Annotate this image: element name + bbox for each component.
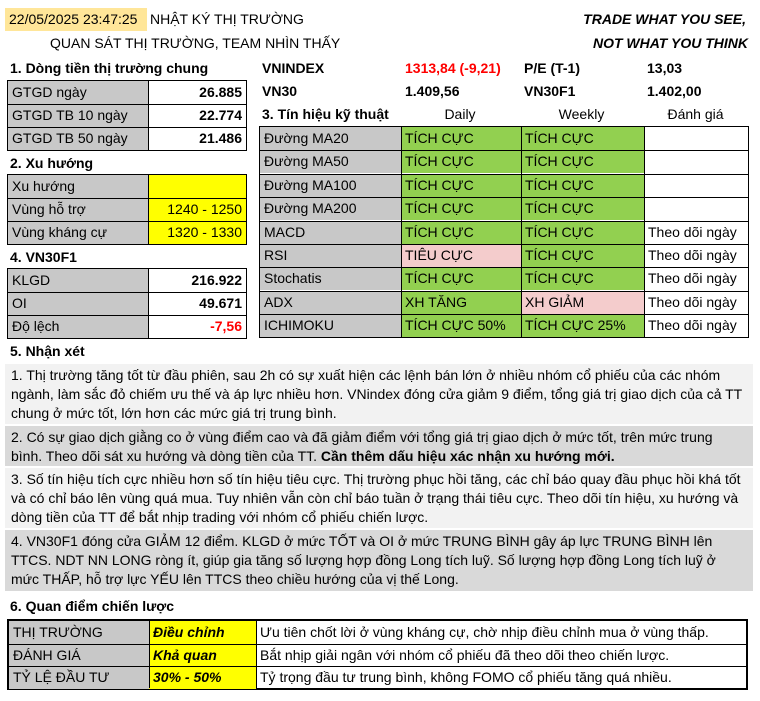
signal-eval: Theo dõi ngày — [648, 247, 737, 263]
strategy-table — [7, 619, 748, 690]
comment-2-emphasis: Cần thêm dấu hiệu xác nhận xu hướng mới. — [317, 448, 615, 464]
resistance-value: 1320 - 1330 — [148, 221, 246, 244]
signal-weekly: TÍCH CỰC — [521, 150, 644, 173]
resistance-label: Vùng kháng cự — [8, 221, 148, 244]
signal-eval: Theo dõi ngày — [648, 293, 737, 310]
signal-name: ADX — [260, 291, 401, 314]
comment-1: 1. Thị trường tăng tốt từ đầu phiên, sau 2h có sự xuất hiện các lệnh bán lớn ở nhiều nhóm cổ phiếu của các nhóm ngành, làm sắc đỏ chiếm ưu thế và áp lực nhiều hơn. VNindex đóng cửa giảm 9 điểm, tổng giá trị giao dịch của cả TT chung ở mức tốt, lớn hơn các mức giá trị trung bình. — [5, 364, 753, 424]
gtgd-50-label: GTGD TB 50 ngày — [8, 127, 148, 150]
signal-daily: TÍCH CỰC — [401, 197, 521, 220]
vn30f1-value: 1.402,00 — [647, 83, 702, 99]
comment-4: 4. VN30F1 đóng cửa GIẢM 12 điểm. KLGD ở mức TỐT và OI ở mức TRUNG BÌNH gây áp lực TRUNG BÌNH lên TTCS. NDT NN LONG ròng ít, giúp gia tăng số lượng hợp đồng Long tích luỹ. Số lượng hợp đồng Long tích luỹ ở mức THẤP, hỗ trợ lực YẾU lên TTCS theo chiều hướng của vị thế Long. — [5, 530, 753, 591]
support-label: Vùng hỗ trợ — [8, 198, 148, 221]
section-5-title: 5. Nhận xét — [10, 343, 85, 359]
signal-name: MACD — [260, 221, 401, 244]
signal-eval: Theo dõi ngày — [648, 270, 737, 287]
signal-weekly: TÍCH CỰC 25% — [521, 314, 644, 337]
vnindex-value: 1313,84 (-9,21) — [405, 60, 501, 76]
slogan-line-2: NOT WHAT YOU THINK — [592, 35, 748, 51]
report-datetime: 22/05/2025 23:47:25 — [5, 8, 147, 31]
col-weekly-header: Weekly — [558, 106, 605, 122]
report-title: NHẬT KÝ THỊ TRƯỜNG — [150, 11, 304, 27]
trend-value — [148, 175, 246, 198]
signal-eval — [644, 127, 748, 150]
strategy-ratio-note: Tỷ trọng đầu tư trung bình, không FOMO cổ phiếu tăng quá nhiều. — [260, 669, 672, 685]
signal-daily: TÍCH CỰC — [401, 267, 521, 290]
vn30-value: 1.409,56 — [405, 83, 460, 99]
slogan-line-1: TRADE WHAT YOU SEE, — [583, 11, 746, 27]
strategy-eval-value: Khả quan — [149, 644, 256, 667]
strategy-market-value: Điều chỉnh — [149, 621, 256, 644]
oi-label: OI — [8, 292, 148, 315]
signal-name: Đường MA200 — [260, 197, 401, 220]
signal-name: Stochatis — [260, 267, 401, 290]
signal-name: RSI — [260, 244, 401, 267]
oi-value: 49.671 — [199, 295, 242, 311]
signal-daily: TÍCH CỰC 50% — [401, 314, 521, 337]
signal-eval — [644, 174, 748, 197]
signal-eval: Theo dõi ngày — [648, 223, 737, 240]
basis-value: -7,56 — [210, 318, 242, 334]
signal-name: ICHIMOKU — [260, 314, 401, 337]
klgd-value: 216.922 — [191, 272, 242, 288]
signal-weekly: TÍCH CỰC — [521, 244, 644, 267]
strategy-ratio-value: 30% - 50% — [149, 666, 256, 689]
signal-name: Đường MA100 — [260, 174, 401, 197]
support-value: 1240 - 1250 — [148, 198, 246, 221]
section-3-title: 3. Tín hiệu kỹ thuật — [262, 106, 389, 122]
signal-weekly: TÍCH CỰC — [521, 221, 644, 244]
vnindex-label: VNINDEX — [262, 60, 325, 76]
section-1-table — [7, 80, 247, 151]
comment-3: 3. Số tín hiệu tích cực nhiều hơn số tín hiệu tiêu cực. Thị trường phục hồi tăng, các chỉ báo quay đầu phục hồi khá tốt và có chỉ báo lên vùng quá mua. Tuy nhiên vẫn còn chỉ báo tuần ở trạng thái tiêu cực. Theo dõi tín hiệu, xu hướng và dòng tiền của TT để bắt nhịp trading với nhóm cổ phiếu chiến lược. — [5, 468, 753, 528]
signal-weekly: TÍCH CỰC — [521, 127, 644, 150]
signal-daily: TÍCH CỰC — [401, 127, 521, 150]
report-subtitle: QUAN SÁT THỊ TRƯỜNG, TEAM NHÌN THẤY — [50, 35, 341, 51]
vn30f1-label: VN30F1 — [524, 83, 576, 99]
gtgd-day-label: GTGD ngày — [8, 81, 148, 104]
vn30-label: VN30 — [262, 83, 298, 99]
section-6-title: 6. Quan điểm chiến lược — [10, 598, 175, 614]
strategy-ratio-label: TỶ LỆ ĐẦU TƯ — [9, 666, 149, 689]
signal-weekly: XH GIẢM — [521, 291, 644, 314]
signal-eval: Theo dõi ngày — [648, 317, 737, 334]
gtgd-day-value: 26.885 — [199, 84, 242, 100]
comment-2-text: 2. Có sự giao dịch giằng co ở vùng điểm cao và đã giảm điểm với tổng giá trị giao dịch ở mức tốt, trên mức trung bình. Theo dõi sát xu hướng và dòng tiền của TT. — [11, 429, 713, 464]
signal-daily: TIÊU CỰC — [401, 244, 521, 267]
section-2-table — [7, 174, 247, 245]
signal-weekly: TÍCH CỰC — [521, 174, 644, 197]
signal-weekly: TÍCH CỰC — [521, 267, 644, 290]
signal-eval — [644, 150, 748, 173]
signal-daily: XH TĂNG — [401, 291, 521, 314]
basis-label: Độ lệch — [8, 315, 148, 338]
signal-weekly: TÍCH CỰC — [521, 197, 644, 220]
strategy-market-label: THỊ TRƯỜNG — [9, 621, 149, 644]
signal-daily: TÍCH CỰC — [401, 221, 521, 244]
signal-name: Đường MA50 — [260, 150, 401, 173]
strategy-market-note: Ưu tiên chốt lời ở vùng kháng cự, chờ nhịp điều chỉnh mua ở vùng thấp. — [260, 624, 709, 640]
section-2-title: 2. Xu hướng — [10, 155, 94, 171]
section-1-title: 1. Dòng tiền thị trường chung — [10, 60, 209, 76]
signal-eval — [644, 197, 748, 220]
col-daily-header: Daily — [444, 106, 476, 122]
comment-2 — [5, 426, 753, 466]
signal-daily: TÍCH CỰC — [401, 150, 521, 173]
col-eval-header: Đánh giá — [667, 106, 724, 122]
strategy-eval-note: Bắt nhịp giải ngân với nhóm cổ phiếu đã theo dõi theo chiến lược. — [260, 646, 670, 663]
signal-daily: TÍCH CỰC — [401, 174, 521, 197]
gtgd-10-value: 22.774 — [199, 107, 242, 123]
strategy-eval-label: ĐÁNH GIÁ — [9, 644, 149, 667]
gtgd-50-value: 21.486 — [199, 130, 242, 146]
signals-table — [259, 126, 749, 338]
section-4-table — [7, 268, 247, 339]
section-4-title: 4. VN30F1 — [10, 249, 77, 265]
trend-label: Xu hướng — [8, 175, 148, 198]
pe-label: P/E (T-1) — [524, 60, 581, 76]
signal-name: Đường MA20 — [260, 127, 401, 150]
gtgd-10-label: GTGD TB 10 ngày — [8, 104, 148, 127]
klgd-label: KLGD — [8, 269, 148, 292]
pe-value: 13,03 — [647, 60, 683, 76]
